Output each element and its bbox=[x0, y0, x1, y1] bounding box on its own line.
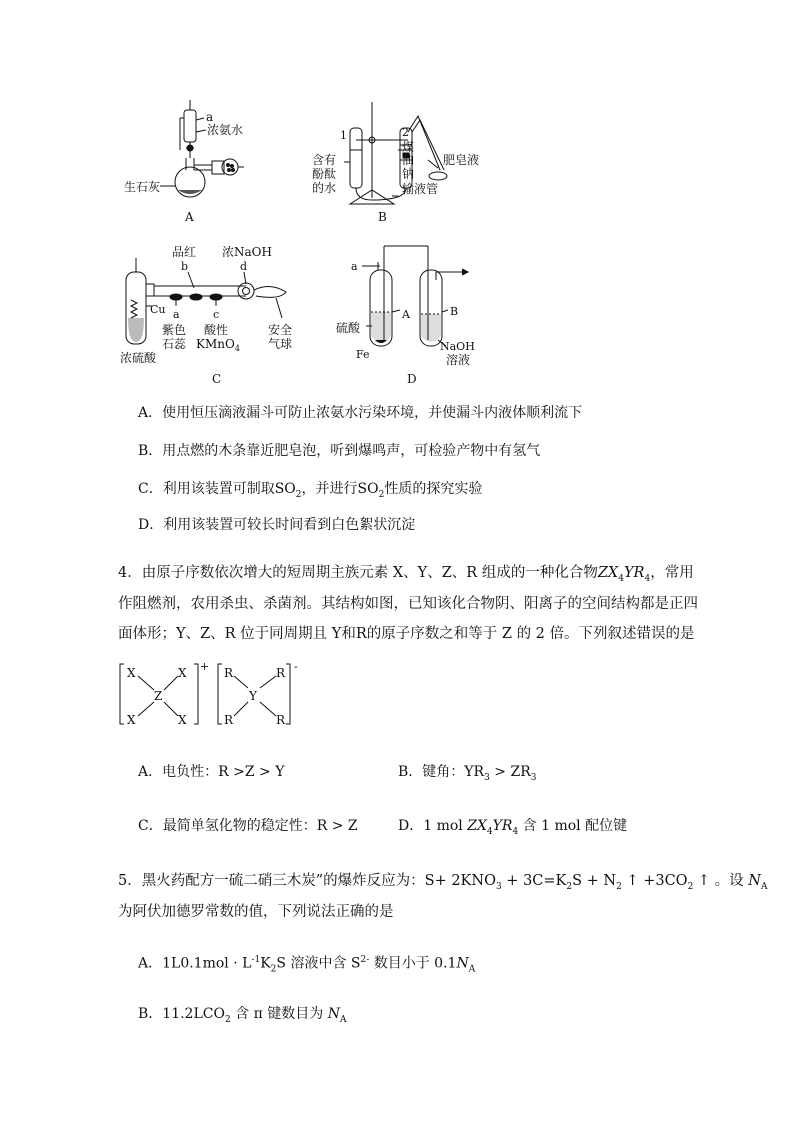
label-d-B: B bbox=[450, 305, 459, 318]
q4-option-b: B．键角：$YR_3 > ZR_3$ bbox=[398, 764, 537, 783]
atom-x-2: X bbox=[178, 666, 187, 680]
label-water-3: 的水 bbox=[312, 181, 337, 195]
atom-x-4: X bbox=[178, 713, 187, 727]
q4-option-a: A．电负性：R >Z > Y bbox=[138, 764, 285, 780]
q3-option-b: B．用点燃的木条靠近肥皂泡，听到爆鸣声，可检验产物中有氢气 bbox=[138, 443, 541, 459]
atom-x-3: X bbox=[127, 713, 136, 727]
label-a-a: a bbox=[206, 110, 214, 124]
label-tube: 输液管 bbox=[402, 182, 439, 196]
q3-option-a: A．使用恒压滴液漏斗可防止浓氨水污染环境，并使漏斗内液体顺利流下 bbox=[138, 405, 583, 421]
label-pinhong: 品红 bbox=[172, 245, 197, 259]
q4-option-c: C．最简单氢化物的稳定性：R > Z bbox=[138, 818, 358, 834]
label-d-naoh-2: 溶液 bbox=[446, 353, 471, 367]
label-c-c: c bbox=[213, 308, 220, 321]
label-kerosene-1: 煤 bbox=[402, 140, 415, 154]
label-b-1: 1 bbox=[340, 129, 347, 142]
q4-line-2: 作阻燃剂，农用杀虫、杀菌剂。其结构如图，已知该化合物阴、阳离子的空间结构都是正四 bbox=[118, 596, 698, 612]
caption-c: C bbox=[212, 372, 222, 386]
apparatus-d bbox=[362, 246, 468, 346]
label-c-d: d bbox=[240, 260, 248, 273]
q5-option-a: A．$1L0.1mol \cdot L^{-1}K_2S$ 溶液中含 $S^{2-}$ 数目小于 $0.1N_A$ bbox=[138, 955, 476, 975]
q5-line-1: 5．黑火药配方一硫二硝三木炭”的爆炸反应为：$S+ 2KNO_3 + 3C=K_2S + N_2$ ↑ $+3CO_2$ ↑ 。设 $N_A$ bbox=[118, 873, 768, 892]
q4-line-1: 4．由原子序数依次增大的短周期主族元素 X、Y、Z、R 组成的一种化合物$ZX_4YR_4$，常用 bbox=[118, 565, 694, 584]
label-sodium: 钠 bbox=[402, 167, 415, 181]
atom-x-1: X bbox=[127, 666, 136, 680]
label-d-acid: 硫酸 bbox=[336, 321, 361, 335]
charge-minus: - bbox=[294, 660, 298, 673]
label-litmus-2: 石蕊 bbox=[162, 337, 187, 351]
label-b-2: 2 bbox=[402, 126, 409, 139]
label-c-b: b bbox=[181, 260, 189, 273]
caption-d: D bbox=[407, 372, 417, 386]
label-fe: Fe bbox=[356, 348, 370, 361]
label-lime: 生石灰 bbox=[124, 180, 161, 194]
label-c-acid: 浓硫酸 bbox=[120, 351, 157, 365]
atom-r-1: R bbox=[224, 666, 234, 680]
label-kmno4-1: 酸性 bbox=[204, 323, 229, 337]
atom-r-3: R bbox=[224, 713, 234, 727]
label-c-a: a bbox=[173, 308, 180, 321]
q5-option-b: B．$11.2LCO_2$ 含 π 键数目为 $N_A$ bbox=[138, 1006, 347, 1025]
apparatus-a bbox=[160, 100, 244, 197]
q3-option-c: C．利用该装置可制取$SO_2$，并进行$SO_2$性质的探究实验 bbox=[138, 481, 483, 500]
charge-plus: + bbox=[200, 660, 210, 673]
q4-line-3: 面体形；Y、Z、R 位于同周期且 Y和R的原子序数之和等于 Z 的 2 倍。下列叙述错误的是 bbox=[118, 626, 695, 642]
q5-line-2: 为阿伏加德罗常数的值，下列说法正确的是 bbox=[118, 904, 394, 920]
q4-structure bbox=[110, 660, 310, 730]
q3-option-d: D．利用该装置可较长时间看到白色絮状沉淀 bbox=[138, 517, 416, 533]
caption-b: B bbox=[378, 210, 387, 224]
label-kmno4-2: KMnO$_4$ bbox=[196, 337, 240, 353]
apparatus-figure bbox=[0, 0, 794, 390]
atom-r-2: R bbox=[276, 666, 286, 680]
label-litmus-1: 紫色 bbox=[162, 323, 187, 337]
label-kerosene-2: 油 bbox=[402, 153, 415, 167]
label-soap: 肥皂液 bbox=[443, 153, 480, 167]
label-cu: Cu bbox=[150, 303, 166, 316]
label-d-A: A bbox=[402, 308, 410, 321]
label-ammonia: 浓氨水 bbox=[207, 123, 244, 137]
label-c-naoh: 浓NaOH bbox=[222, 245, 272, 259]
atom-y: Y bbox=[249, 689, 257, 703]
label-water-1: 含有 bbox=[312, 153, 337, 167]
caption-a: A bbox=[185, 210, 194, 224]
label-d-naoh-1: NaOH bbox=[440, 340, 475, 353]
label-water-2: 酚酞 bbox=[312, 167, 337, 181]
label-balloon-2: 气球 bbox=[268, 337, 293, 351]
q4-option-d: D．1 mol $ZX_4YR_4$ 含 1 mol 配位键 bbox=[398, 818, 628, 837]
atom-z: Z bbox=[154, 689, 163, 703]
label-d-a: a bbox=[351, 260, 358, 273]
atom-r-4: R bbox=[276, 713, 286, 727]
label-balloon-1: 安全 bbox=[268, 323, 293, 337]
